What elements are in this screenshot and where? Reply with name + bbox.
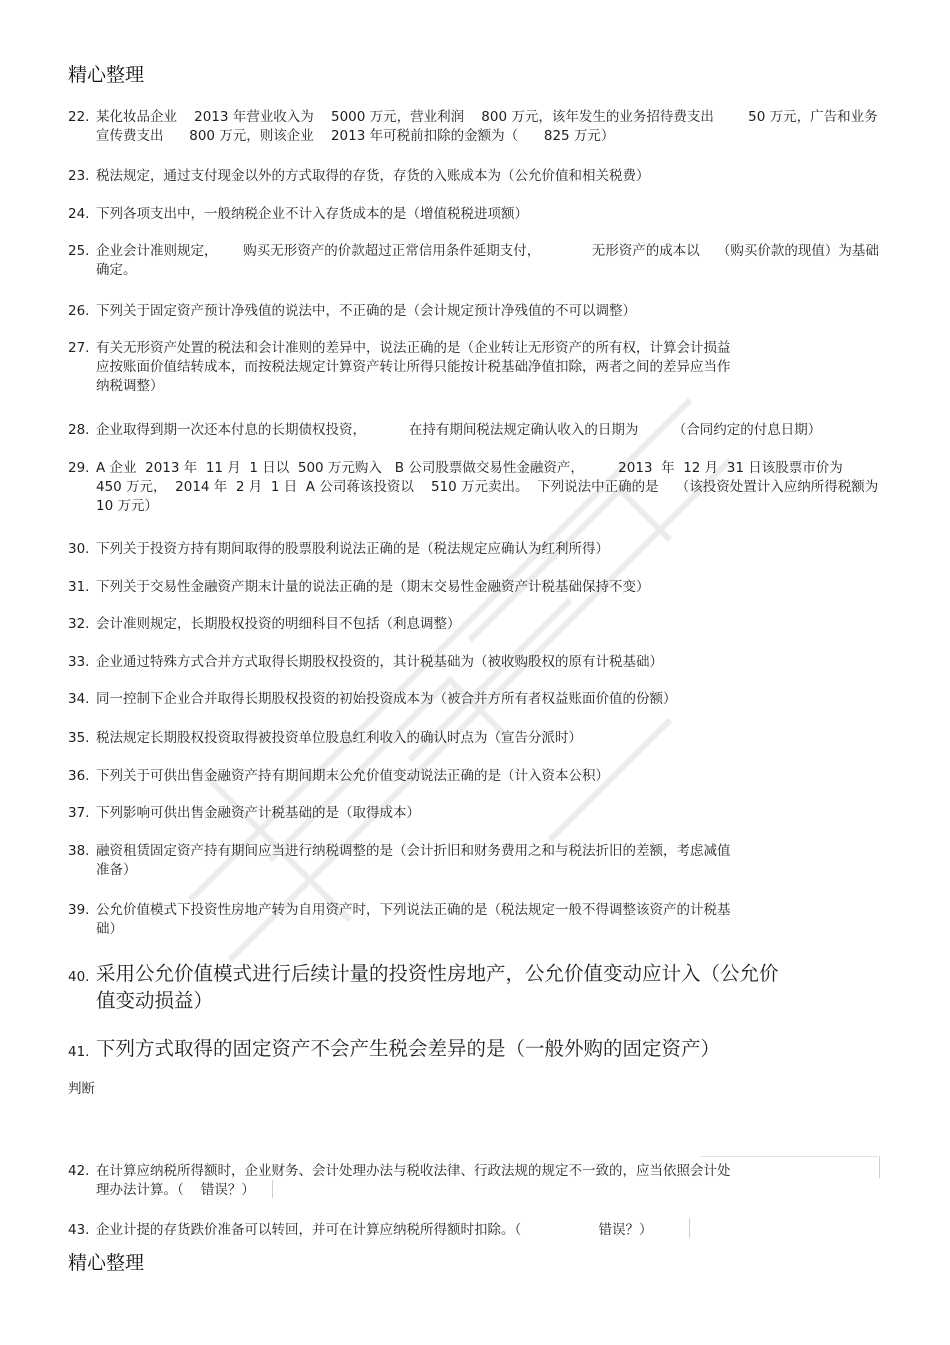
question-25: [68, 242, 880, 280]
question-43: [68, 1221, 880, 1240]
question-number: 42.: [68, 1163, 90, 1179]
question-number: 23.: [68, 168, 90, 184]
question-text: 税法规定，通过支付现金以外的方式取得的存货，存货的入账成本为（公允价值和相关税费）: [96, 168, 650, 184]
question-text: 融资租赁固定资产持有期间应当进行纳税调整的是（会计折旧和财务费用之和与税法折旧的差额，考虑减值 准备）: [96, 843, 731, 878]
question-number: 24.: [68, 206, 90, 222]
question-text: 企业会计准则规定， 购买无形资产的价款超过正常信用条件延期支付， 无形资产的成本以 （购买价款的现值）为基础确定。: [96, 243, 879, 278]
divider-line: [700, 1156, 878, 1157]
question-text: A 企业 2013 年 11 月 1 日以 500 万元购入 B 公司股票做交易性金融资产， 2013 年 12 月 31 日该股票市价为 450 万元， 2014 年 2 月 1 日 A 公司蒋该投资以 510 万元卖出。 下列说法中正确的是 （该投资处置计入应纳所得税额为 10 万元）: [96, 460, 896, 514]
question-text: 企业计提的存货跌价准备可以转回，并可在计算应纳税所得额时扣除。（ 错误？）: [96, 1222, 653, 1238]
question-text: 有关无形资产处置的税法和会计准则的差异中，说法正确的是（企业转让无形资产的所有权，计算会计损益 应按账面价值结转成本，而按税法规定计算资产转让所得只能按计税基础净值扣除，两者之间的差异应当作 纳税调整）: [96, 340, 731, 394]
question-number: 27.: [68, 340, 90, 356]
page-header: 精心整理: [68, 64, 145, 86]
question-text: 下列关于交易性金融资产期末计量的说法正确的是（期末交易性金融资产计税基础保持不变）: [96, 579, 650, 595]
question-text: 在计算应纳税所得额时，企业财务、会计处理办法与税收法律、行政法规的规定不一致的，应当依照会计处 理办法计算。（ 错误？）: [96, 1163, 731, 1198]
question-number: 37.: [68, 805, 90, 821]
question-29: [68, 459, 896, 516]
question-text: 下列关于投资方持有期间取得的股票股利说法正确的是（税法规定应确认为红利所得）: [96, 541, 609, 557]
question-39: [68, 901, 880, 939]
question-24: [68, 205, 880, 224]
question-number: 43.: [68, 1222, 90, 1238]
question-28: [68, 421, 880, 440]
question-text: 企业通过特殊方式合并方式取得长期股权投资的，其计税基础为（被收购股权的原有计税基础）: [96, 654, 663, 670]
question-text: 同一控制下企业合并取得长期股权投资的初始投资成本为（被合并方所有者权益账面价值的份额）: [96, 691, 677, 707]
question-text: 下列影响可供出售金融资产计税基础的是（取得成本）: [96, 805, 420, 821]
question-23: [68, 167, 880, 186]
question-number: 40.: [68, 969, 90, 985]
question-number: 32.: [68, 616, 90, 632]
question-text: 下列关于可供出售金融资产持有期间期末公允价值变动说法正确的是（计入资本公积）: [96, 768, 609, 784]
question-text: 下列方式取得的固定资产不会产生税会差异的是（一般外购的固定资产）: [96, 1037, 721, 1060]
question-text: 下列关于固定资产预计净残值的说法中，不正确的是（会计规定预计净残值的不可以调整）: [96, 303, 636, 319]
question-31: [68, 578, 880, 597]
question-number: 30.: [68, 541, 90, 557]
question-41: [68, 1035, 880, 1066]
question-text: 下列各项支出中，一般纳税企业不计入存货成本的是（增值税税进项额）: [96, 206, 528, 222]
question-number: 36.: [68, 768, 90, 784]
question-22: [68, 108, 880, 146]
question-number: 31.: [68, 579, 90, 595]
question-text: 税法规定长期股权投资取得被投资单位股息红利收入的确认时点为（宣告分派时）: [96, 730, 582, 746]
question-text: 采用公允价值模式进行后续计量的投资性房地产，公允价值变动应计入（公允价 值变动损益）: [96, 962, 779, 1012]
question-number: 28.: [68, 422, 90, 438]
question-text: 公允价值模式下投资性房地产转为自用资产时，下列说法正确的是（税法规定一般不得调整该资产的计税基 础）: [96, 902, 731, 937]
question-32: [68, 615, 880, 634]
question-33: [68, 653, 880, 672]
question-number: 35.: [68, 730, 90, 746]
question-35: [68, 729, 880, 748]
question-38: [68, 842, 880, 880]
page-footer: 精心整理: [68, 1252, 145, 1274]
question-number: 38.: [68, 843, 90, 859]
question-40: [68, 960, 880, 1014]
answer-cursor-line: [272, 1180, 273, 1198]
question-number: 29.: [68, 460, 90, 476]
answer-cursor-line: [689, 1218, 690, 1238]
question-text: 会计准则规定，长期股权投资的明细科目不包括（利息调整）: [96, 616, 461, 632]
question-number: 33.: [68, 654, 90, 670]
question-26: [68, 302, 880, 321]
question-30: [68, 540, 880, 559]
question-36: [68, 767, 880, 786]
question-number: 25.: [68, 243, 90, 259]
question-number: 22.: [68, 109, 90, 125]
question-34: [68, 690, 880, 709]
section-label-judgment: 判断: [68, 1081, 95, 1097]
question-text: 企业取得到期一次还本付息的长期债权投资， 在持有期间税法规定确认收入的日期为 （合同约定的付息日期）: [96, 422, 822, 438]
question-number: 26.: [68, 303, 90, 319]
question-number: 34.: [68, 691, 90, 707]
question-number: 39.: [68, 902, 90, 918]
question-number: 41.: [68, 1044, 90, 1060]
question-27: [68, 339, 880, 396]
question-text: 某化妆品企业 2013 年营业收入为 5000 万元，营业利润 800 万元，该年发生的业务招待费支出 50 万元，广告和业务宣传费支出 800 万元，则该企业 2013 年可税前扣除的金额为（ 825 万元）: [96, 109, 878, 144]
question-42: [68, 1162, 880, 1200]
question-37: [68, 804, 880, 823]
